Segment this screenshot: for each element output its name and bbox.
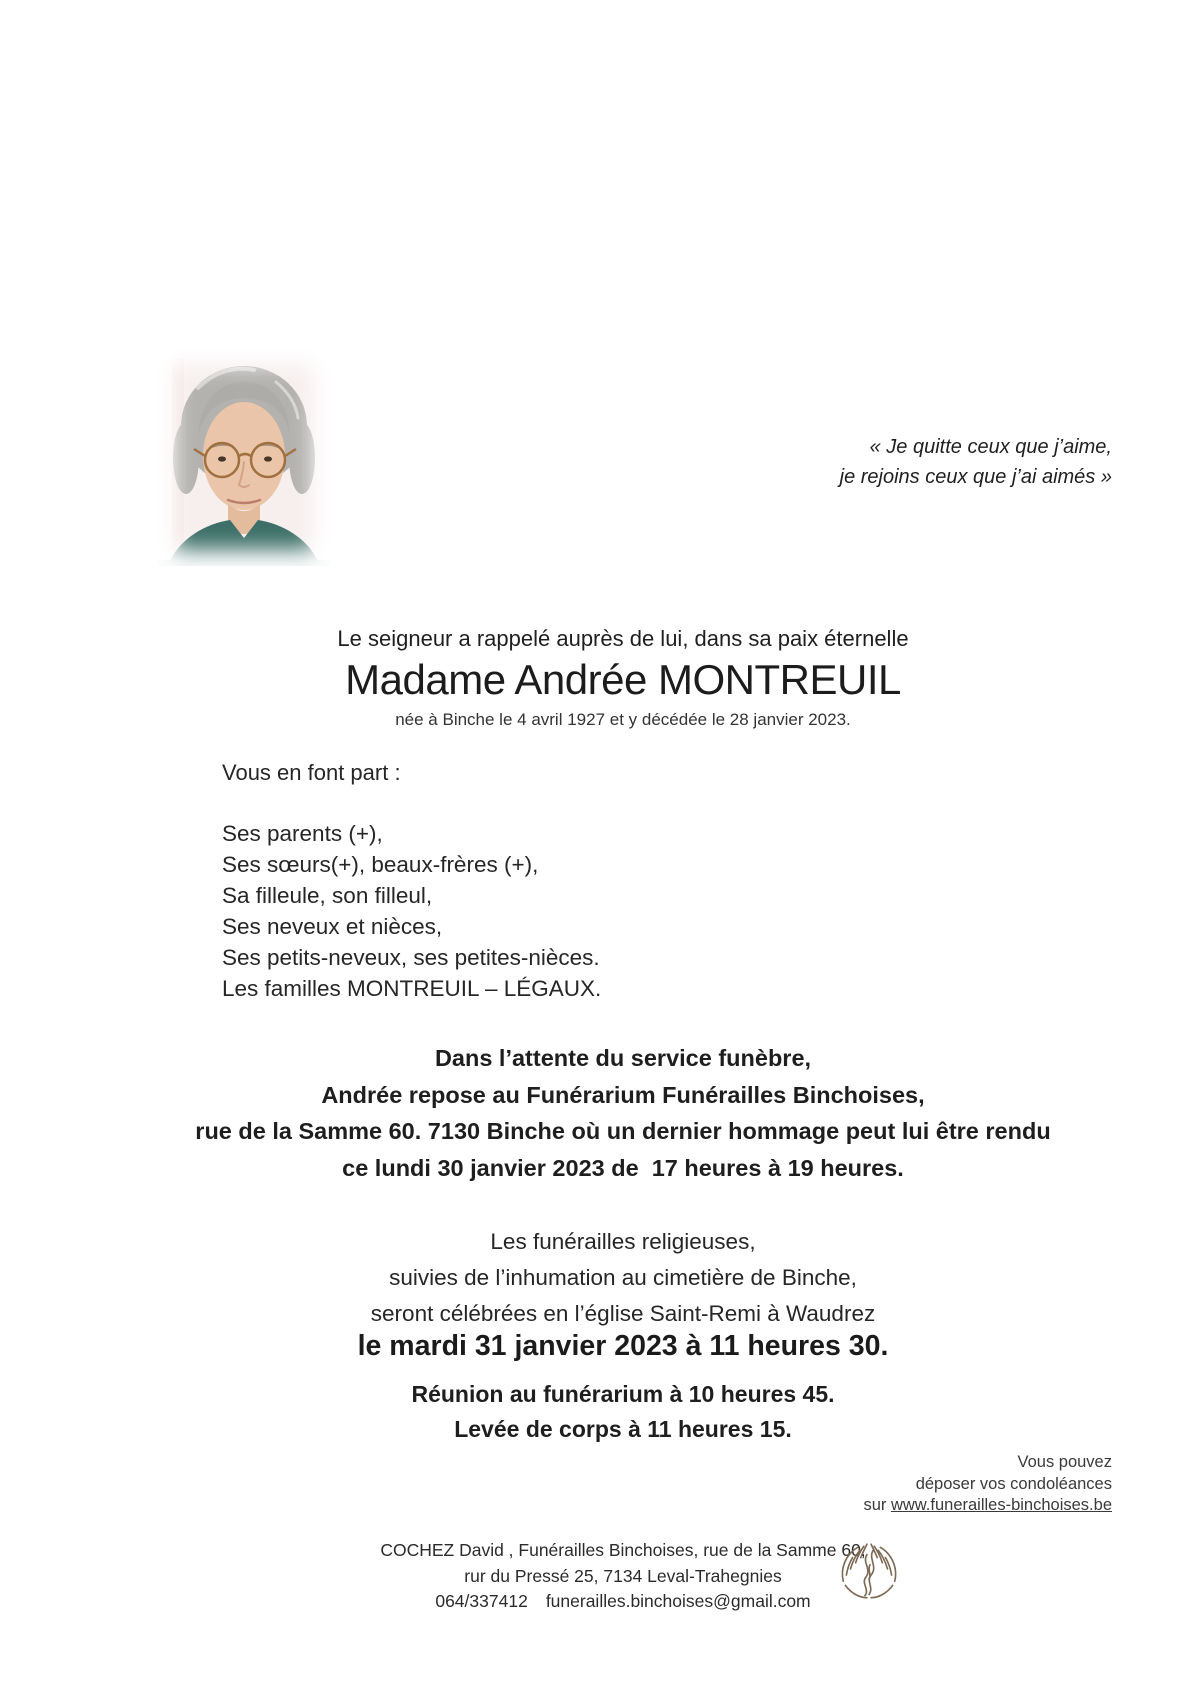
- wake-line: Dans l’attente du service funèbre,: [434, 1045, 812, 1071]
- quote-line-1: « Je quitte ceux que j’aime,: [869, 436, 1112, 458]
- portrait-illustration: [158, 348, 330, 566]
- funeral-section: [26, 1224, 1194, 1332]
- condolences-link-prefix: sur: [863, 1496, 891, 1514]
- family-line: Ses petits-neveux, ses petites-nièces.: [222, 945, 600, 970]
- funeral-line: Les funérailles religieuses,: [490, 1229, 756, 1254]
- footer-line-1: COCHEZ David , Funérailles Binchoises, rue de la Samme 60,: [380, 1540, 866, 1560]
- condolences-website-link[interactable]: www.funerailles-binchoises.be: [890, 1496, 1112, 1514]
- family-line: Ses sœurs(+), beaux-frères (+),: [222, 852, 539, 877]
- wake-section: [26, 1040, 1194, 1186]
- family-line: Sa filleule, son filleul,: [222, 883, 433, 908]
- portrait-photo: [158, 348, 330, 566]
- deceased-name: Madame Andrée MONTREUIL: [345, 656, 901, 703]
- wings-flame-logo-icon: [833, 1540, 905, 1604]
- family-line: Les familles MONTREUIL – LÉGAUX.: [222, 976, 602, 1001]
- funeral-home-logo: [833, 1540, 905, 1604]
- birth-death-line: née à Binche le 4 avril 1927 et y décédée le 28 janvier 2023.: [395, 710, 851, 729]
- condolences-note: [863, 1452, 1112, 1517]
- funeral-date-line: le mardi 31 janvier 2023 à 11 heures 30.: [357, 1330, 889, 1362]
- memorial-quote: [840, 432, 1112, 492]
- family-line: Ses parents (+),: [222, 821, 383, 846]
- family-list: [222, 818, 601, 1004]
- quote-line-2: je rejoins ceux que j’ai aimés »: [839, 466, 1112, 488]
- funeral-home-footer: [26, 1538, 1194, 1615]
- family-line: Ses neveux et nièces,: [222, 914, 443, 939]
- intro-line: Le seigneur a rappelé auprès de lui, dans sa paix éternelle: [337, 626, 909, 651]
- wake-line: rue de la Samme 60. 7130 Binche où un dernier hommage peut lui être rendu: [195, 1118, 1051, 1144]
- footer-phone: 064/337412: [435, 1591, 528, 1611]
- wake-line: Andrée repose au Funérarium Funérailles Binchoises,: [321, 1081, 925, 1108]
- funeral-line: seront célébrées en l’église Saint-Remi à Waudrez: [370, 1301, 876, 1326]
- footer-email: funerailles.binchoises@gmail.com: [545, 1591, 811, 1611]
- meeting-line: Réunion au funérarium à 10 heures 45.: [411, 1381, 835, 1407]
- condolences-line-3: [863, 1495, 1112, 1517]
- condolences-line-1: Vous pouvez: [1017, 1453, 1112, 1471]
- funeral-line: suivies de l’inhumation au cimetière de Binche,: [389, 1265, 857, 1290]
- condolences-line-2: déposer vos condoléances: [915, 1474, 1112, 1493]
- footer-line-3: [26, 1589, 1194, 1615]
- announcement-heading: Vous en font part :: [222, 760, 401, 785]
- wake-line: ce lundi 30 janvier 2023 de 17 heures à 19 heures.: [342, 1154, 904, 1181]
- footer-line-2: rur du Pressé 25, 7134 Leval-Trahegnies: [464, 1565, 782, 1586]
- levee-line: Levée de corps à 11 heures 15.: [454, 1416, 792, 1442]
